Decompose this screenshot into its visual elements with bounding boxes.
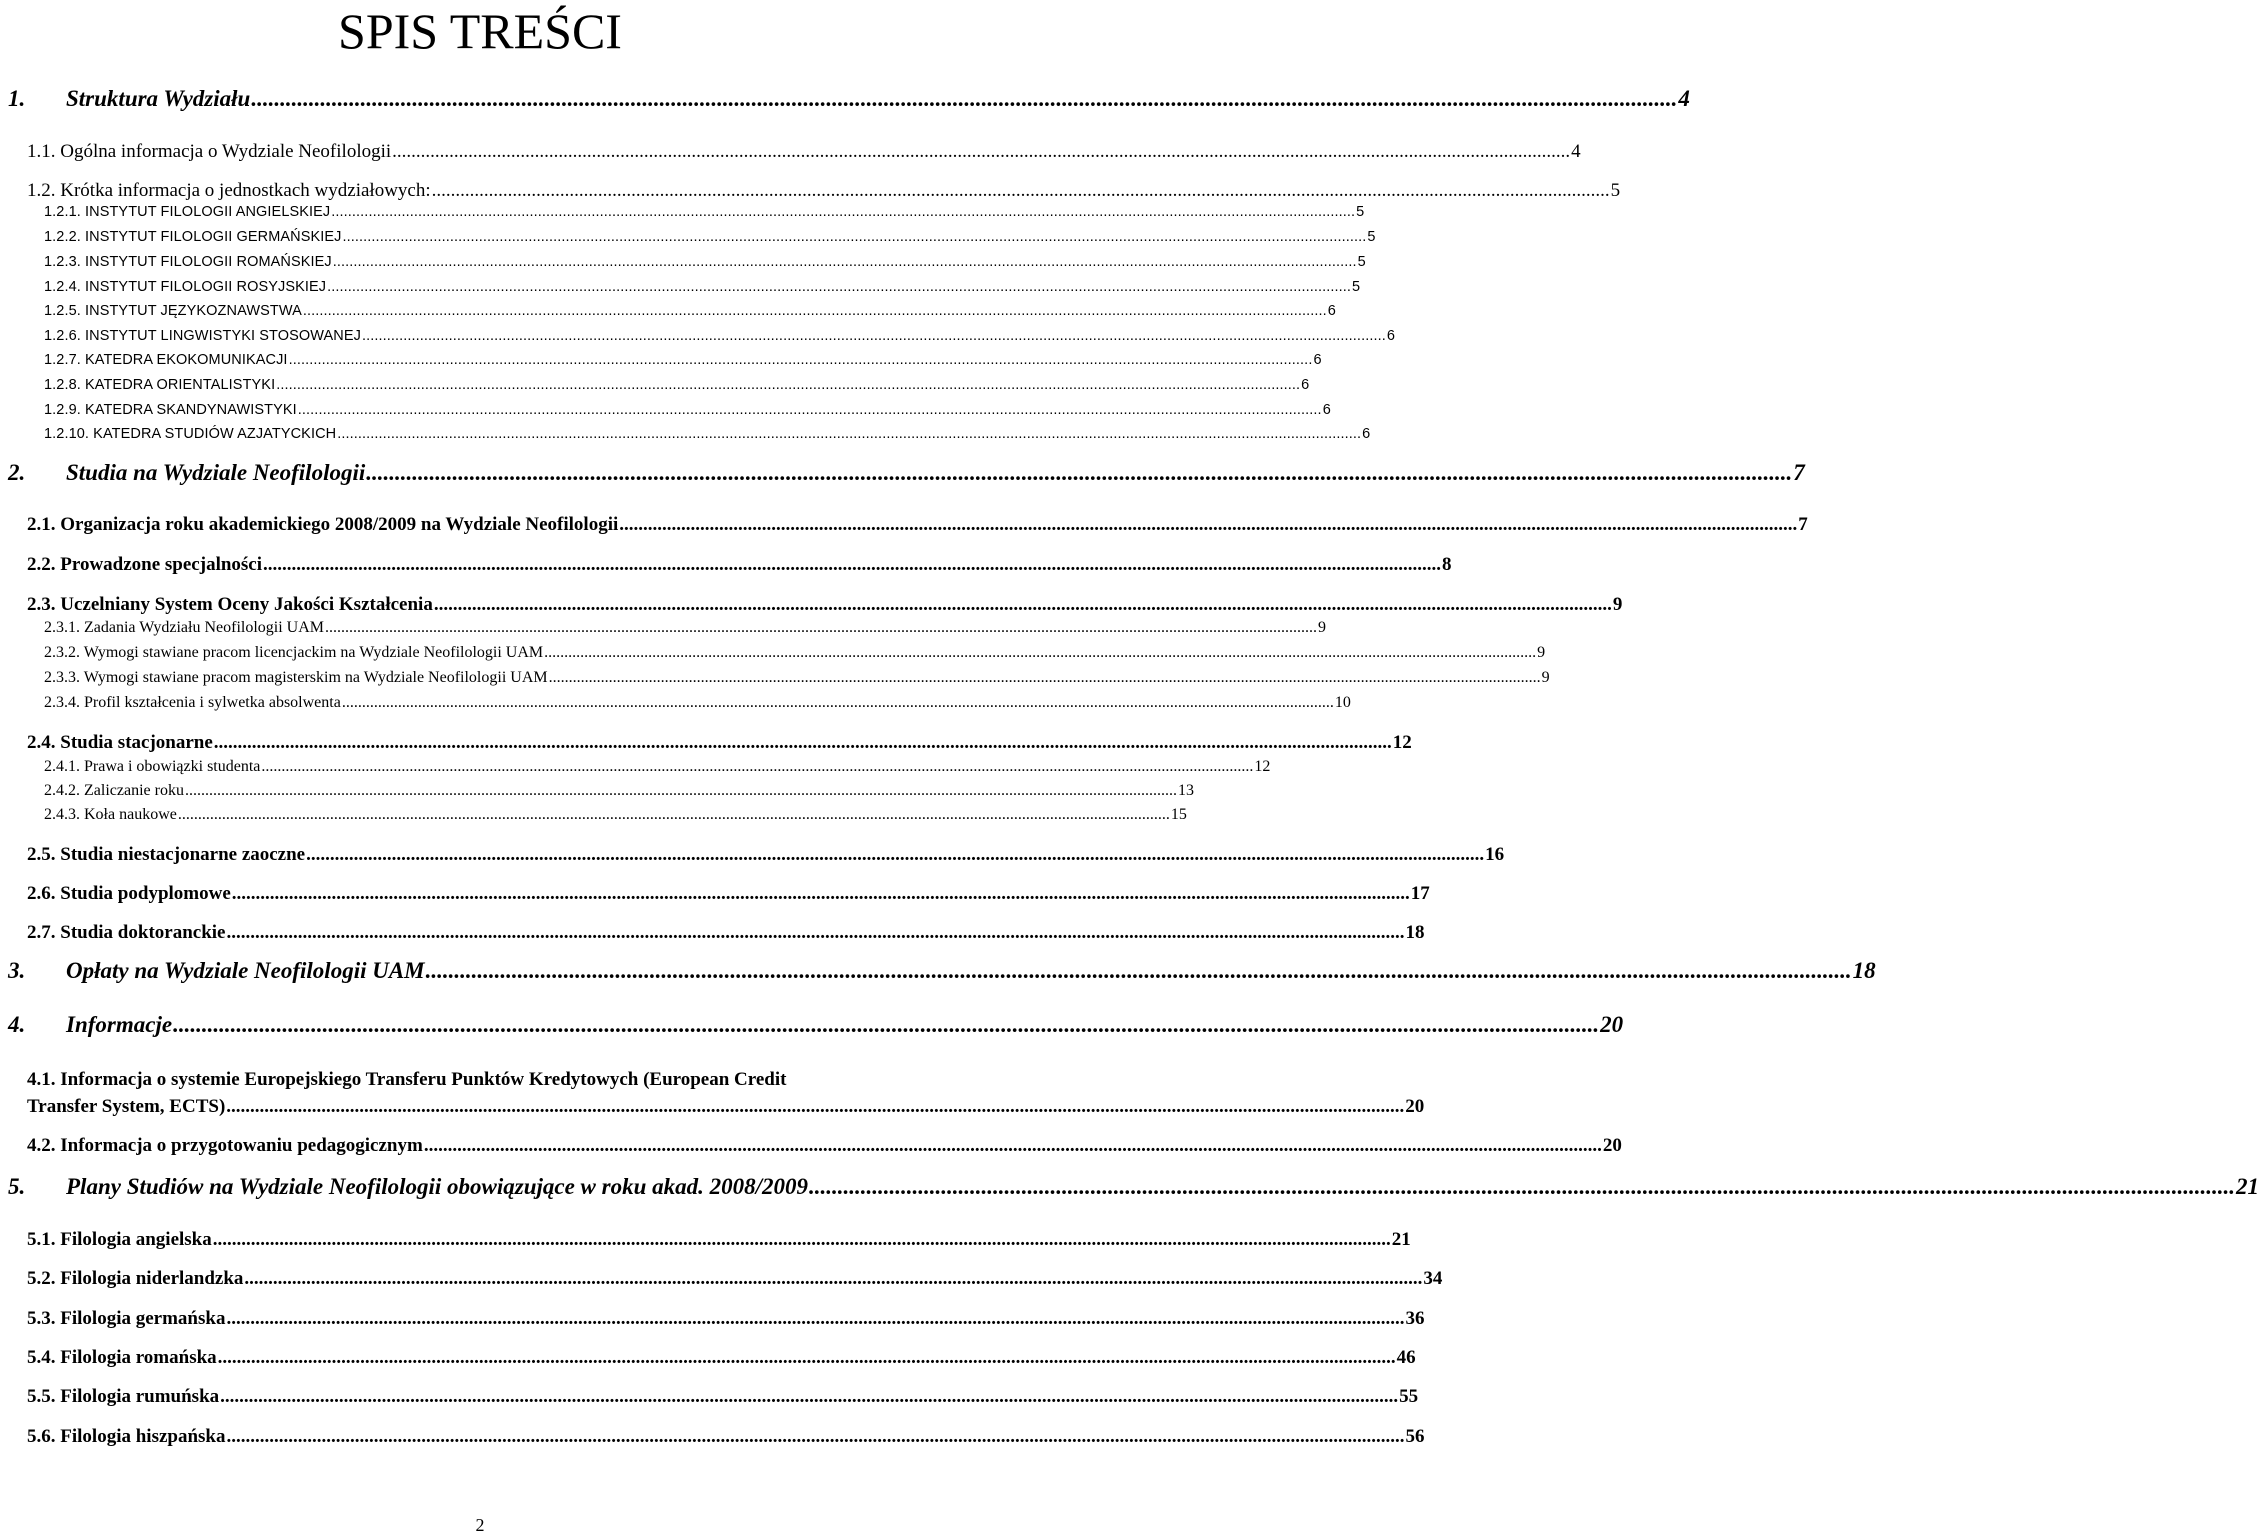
dot-leader: [214, 732, 1392, 754]
toc-entry-text: 5.2. Filologia niderlandzka: [27, 1268, 244, 1289]
toc-page-number: 4: [1571, 141, 1581, 162]
toc-page-number: 15: [1170, 806, 1187, 823]
toc-entry-1-2-5[interactable]: [44, 303, 1336, 323]
toc-entry-2-4[interactable]: [27, 732, 1412, 757]
toc-entry-text: 1.1. Ogólna informacja o Wydziale Neofilologii: [27, 141, 392, 162]
toc-entry-text: 1.2.7. KATEDRA EKOKOMUNIKACJI: [44, 352, 288, 368]
toc-entry-text: 2.4.1. Prawa i obowiązki studenta: [44, 758, 261, 775]
dot-leader: [392, 141, 1570, 163]
dot-leader: [362, 328, 1386, 344]
toc-page-number: 8: [1442, 554, 1452, 575]
toc-entry-1-2-7[interactable]: [44, 352, 1322, 372]
toc-entry-text: 2.2. Prowadzone specjalności: [27, 554, 263, 575]
toc-entry-2-1[interactable]: [27, 514, 1808, 539]
toc-page-number: 5: [1367, 229, 1376, 245]
toc-entry-text: 2.4.2. Zaliczanie roku: [44, 782, 184, 799]
toc-page-number: 9: [1612, 594, 1623, 615]
toc-entry-1-2-4[interactable]: [44, 279, 1361, 299]
toc-entry-1-1[interactable]: [27, 141, 1581, 166]
toc-page-number: 9: [1541, 669, 1550, 686]
dot-leader: [251, 86, 1677, 112]
dot-leader: [185, 782, 1177, 800]
dot-leader: [178, 806, 1170, 824]
dot-leader: [244, 1268, 1422, 1290]
dot-leader: [232, 883, 1410, 905]
toc-entry-2-5[interactable]: [27, 844, 1505, 869]
toc-entry-text: Studia na Wydziale Neofilologii: [66, 460, 366, 485]
toc-entry-4[interactable]: [8, 1012, 1624, 1042]
toc-entry-2-3-4[interactable]: [44, 694, 1351, 715]
dot-leader: [331, 204, 1355, 220]
toc-page-number: 5: [1356, 204, 1365, 220]
toc-page-number: 5: [1352, 279, 1361, 295]
toc-entry-5-2[interactable]: [27, 1268, 1443, 1293]
toc-entry-text: 4.2. Informacja o przygotowaniu pedagogicznym: [27, 1135, 423, 1156]
toc-entry-1-2-3[interactable]: [44, 254, 1366, 274]
toc-entry-text: 1.2.1. INSTYTUT FILOLOGII ANGIELSKIEJ: [44, 204, 331, 220]
toc-page-number: 7: [1798, 514, 1808, 535]
toc-entry-number: 1.: [8, 86, 26, 111]
dot-leader: [426, 958, 1852, 984]
toc-entry-number: 2.: [8, 460, 26, 485]
toc-page-number: 21: [2236, 1174, 2259, 1199]
toc-entry-1-2-1[interactable]: [44, 204, 1365, 224]
toc-page-number: 18: [1405, 922, 1425, 943]
toc-entry-5[interactable]: [8, 1174, 2259, 1204]
dot-leader: [261, 758, 1253, 776]
toc-entry-text: 2.5. Studia niestacjonarne zaoczne: [27, 844, 306, 865]
toc-entry-2-3-2[interactable]: [44, 644, 1546, 665]
dot-leader: [619, 514, 1797, 536]
toc-entry-2-4-3[interactable]: [44, 806, 1187, 827]
toc-entry-text: 1.2.5. INSTYTUT JĘZYKOZNAWSTWA: [44, 303, 302, 319]
toc-entry-text: 5.3. Filologia germańska: [27, 1308, 226, 1329]
toc-entry-text: 2.4.3. Koła naukowe: [44, 806, 177, 823]
dot-leader: [432, 180, 1610, 202]
toc-page-number: 34: [1423, 1268, 1443, 1289]
dot-leader: [327, 279, 1351, 295]
toc-page-number: 56: [1405, 1426, 1425, 1447]
toc-entry-1[interactable]: [8, 86, 1690, 116]
toc-entry-2-6[interactable]: [27, 883, 1430, 908]
dot-leader: [226, 922, 1404, 944]
toc-entry-text: 2.4. Studia stacjonarne: [27, 732, 213, 753]
toc-entry-5-1[interactable]: [27, 1229, 1411, 1254]
toc-entry-text: Plany Studiów na Wydziale Neofilologii obowiązujące w roku akad. 2008/2009: [66, 1174, 809, 1199]
toc-entry-4-1[interactable]: [27, 1066, 1425, 1120]
toc-page-number: 10: [1334, 694, 1351, 711]
toc-entry-5-4[interactable]: [27, 1347, 1416, 1372]
toc-page-number: 6: [1327, 303, 1336, 319]
dot-leader: [333, 254, 1357, 270]
toc-entry-1-2-10[interactable]: [44, 426, 1371, 446]
dot-leader: [424, 1135, 1602, 1157]
toc-entry-text: Struktura Wydziału: [66, 86, 251, 111]
dot-leader: [276, 377, 1300, 393]
toc-entry-text: 1.2.6. INSTYTUT LINGWISTYKI STOSOWANEJ: [44, 328, 361, 344]
toc-entry-text: Opłaty na Wydziale Neofilologii UAM: [66, 958, 425, 983]
toc-entry-5-5[interactable]: [27, 1386, 1419, 1411]
toc-page-number: 6: [1386, 328, 1396, 344]
dot-leader: [337, 426, 1361, 442]
toc-entry-text-line1: 4.1. Informacja o systemie Europejskiego Transferu Punktów Kredytowych (European Credit: [27, 1069, 787, 1090]
toc-entry-text-line2: Transfer System, ECTS): [27, 1096, 226, 1117]
toc-entry-text: 2.3.2. Wymogi stawiane pracom licencjackim na Wydziale Neofilologii UAM: [44, 644, 544, 661]
dot-leader: [544, 644, 1536, 662]
toc-entry-text: 2.7. Studia doktoranckie: [27, 922, 226, 943]
toc-entry-text: 5.6. Filologia hiszpańska: [27, 1426, 226, 1447]
toc-entry-text: 1.2.10. KATEDRA STUDIÓW AZJATYCKICH: [44, 426, 337, 442]
toc-entry-text: 2.3.3. Wymogi stawiane pracom magisterskim na Wydziale Neofilologii UAM: [44, 669, 548, 686]
dot-leader: [809, 1174, 2235, 1200]
toc-entry-text: 1.2.2. INSTYTUT FILOLOGII GERMAŃSKIEJ: [44, 229, 342, 245]
toc-page-number: 16: [1485, 844, 1505, 865]
dot-leader: [289, 352, 1313, 368]
dot-leader: [173, 1012, 1599, 1038]
dot-leader: [213, 1229, 1391, 1251]
toc-entry-3[interactable]: [8, 958, 1876, 988]
toc-entry-text: 1.2.9. KATEDRA SKANDYNAWISTYKI: [44, 402, 297, 418]
toc-page-number: 21: [1391, 1229, 1411, 1250]
toc-page-number: 12: [1392, 732, 1412, 753]
toc-page-number: 6: [1301, 377, 1310, 393]
page-title: SPIS TREŚCI: [338, 3, 622, 59]
toc-entry-2-3[interactable]: [27, 594, 1623, 619]
toc-page-number: 36: [1405, 1308, 1425, 1329]
dot-leader: [227, 1426, 1405, 1448]
toc-page-number: 4: [1678, 86, 1690, 111]
toc-page-number: 20: [1405, 1096, 1425, 1117]
toc-page-number: 5: [1610, 180, 1621, 201]
dot-leader: [298, 402, 1322, 418]
toc-entry-text: 2.1. Organizacja roku akademickiego 2008/2009 na Wydziale Neofilologii: [27, 514, 619, 535]
toc-entry-text: 5.1. Filologia angielska: [27, 1229, 212, 1250]
dot-leader: [226, 1308, 1404, 1330]
dot-leader: [226, 1093, 1404, 1120]
dot-leader: [325, 619, 1317, 637]
dot-leader: [303, 303, 1327, 319]
toc-page-number: 7: [1793, 460, 1805, 485]
toc-page-number: 6: [1362, 426, 1371, 442]
toc-entry-2-7[interactable]: [27, 922, 1425, 947]
toc-page-number: 17: [1410, 883, 1430, 904]
toc-entry-2-3-1[interactable]: [44, 619, 1327, 640]
dot-leader: [220, 1386, 1398, 1408]
toc-page-number: 12: [1254, 758, 1271, 775]
toc-entry-5-6[interactable]: [27, 1426, 1425, 1451]
toc-entry-5-3[interactable]: [27, 1308, 1425, 1333]
toc-page-number: 9: [1318, 619, 1327, 636]
dot-leader: [263, 554, 1441, 576]
toc-page-number: 18: [1852, 958, 1876, 983]
toc-page-number: 6: [1313, 352, 1322, 368]
dot-leader: [549, 669, 1541, 687]
dot-leader: [342, 694, 1334, 712]
dot-leader: [434, 594, 1612, 616]
toc-entry-2-4-1[interactable]: [44, 758, 1271, 779]
toc-page-number: 5: [1357, 254, 1366, 270]
toc-page-number: 20: [1602, 1135, 1622, 1156]
dot-leader: [306, 844, 1484, 866]
toc-entry-text: 5.4. Filologia romańska: [27, 1347, 217, 1368]
toc-entry-1-2-8[interactable]: [44, 377, 1310, 397]
toc-entry-text: 2.3.4. Profil kształcenia i sylwetka absolwenta: [44, 694, 341, 711]
toc-entry-1-2[interactable]: [27, 180, 1621, 205]
toc-page-number: 6: [1322, 402, 1331, 418]
page-number: 2: [475, 1515, 485, 1535]
toc-entry-1-2-6[interactable]: [44, 328, 1396, 348]
toc-entry-text: 2.3.1. Zadania Wydziału Neofilologii UAM: [44, 619, 325, 636]
toc-entry-text: 1.2.3. INSTYTUT FILOLOGII ROMAŃSKIEJ: [44, 254, 332, 270]
toc-entry-number: 4.: [8, 1012, 26, 1037]
toc-entry-2-4-2[interactable]: [44, 782, 1194, 803]
toc-page-number: 55: [1399, 1386, 1419, 1407]
toc-entry-2-3-3[interactable]: [44, 669, 1550, 690]
toc-entry-text: 2.3. Uczelniany System Oceny Jakości Kształcenia: [27, 594, 433, 615]
toc-entry-number: 3.: [8, 958, 26, 983]
toc-entry-text: 1.2.8. KATEDRA ORIENTALISTYKI: [44, 377, 276, 393]
toc-entry-text: 2.6. Studia podyplomowe: [27, 883, 231, 904]
toc-page-number: 9: [1537, 644, 1546, 661]
dot-leader: [218, 1347, 1396, 1369]
toc-page-number: 46: [1396, 1347, 1416, 1368]
toc-entry-2-2[interactable]: [27, 554, 1452, 579]
dot-leader: [343, 229, 1367, 245]
toc-entry-number: 5.: [8, 1174, 26, 1199]
toc-entry-1-2-9[interactable]: [44, 402, 1331, 422]
toc-entry-1-2-2[interactable]: [44, 229, 1376, 249]
toc-entry-4-2[interactable]: [27, 1135, 1622, 1160]
toc-entry-text: 5.5. Filologia rumuńska: [27, 1386, 220, 1407]
toc-entry-text: 1.2. Krótka informacja o jednostkach wydziałowych:: [27, 180, 431, 201]
dot-leader: [366, 460, 1792, 486]
toc-entry-text: Informacje: [66, 1012, 173, 1037]
toc-page-number: 20: [1600, 1012, 1624, 1037]
toc-page-number: 13: [1177, 782, 1194, 799]
toc-entry-text: 1.2.4. INSTYTUT FILOLOGII ROSYJSKIEJ: [44, 279, 327, 295]
toc-entry-2[interactable]: [8, 460, 1805, 490]
